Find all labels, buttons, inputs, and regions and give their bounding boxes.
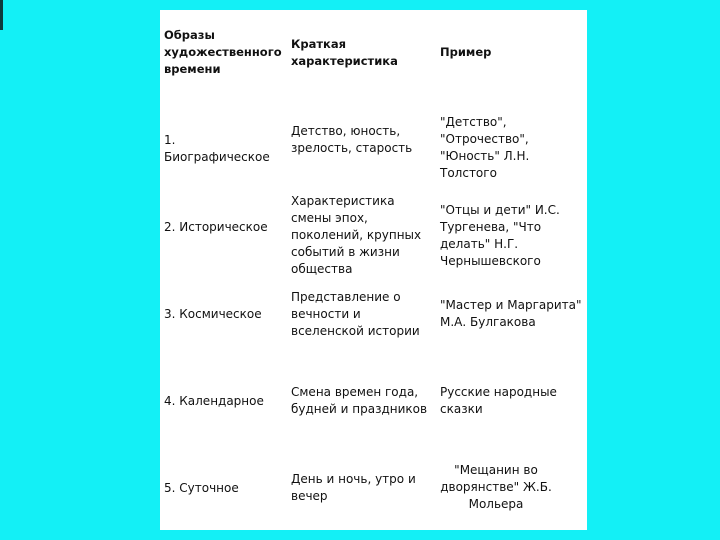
header-characteristic: Краткая характеристика <box>291 37 398 68</box>
row-5-type: 5. Суточное <box>164 481 239 495</box>
row-5-example: "Мещанин во дворянстве" Ж.Б. Мольера <box>440 463 552 511</box>
row-1-description: Детство, юность, зрелость, старость <box>291 124 413 155</box>
row-5-description: День и ночь, утро и вечер <box>291 472 416 503</box>
header-example: Пример <box>440 45 492 59</box>
row-3-description: Представление о вечности и вселенской истории <box>291 290 420 338</box>
row-2-type: 2. Историческое <box>164 220 268 234</box>
row-3-example: "Мастер и Маргарита" М.А. Булгакова <box>440 298 582 329</box>
row-4-example: Русские народные сказки <box>440 385 557 416</box>
row-4-type: 4. Календарное <box>164 394 264 408</box>
row-2-example: "Отцы и дети" И.С. Тургенева, "Что делать" Н.Г. Чернышевского <box>440 203 560 268</box>
row-1-type: 1. Биографическое <box>164 133 270 164</box>
row-2-description: Характеристика смены эпох, поколений, крупных событий в жизни общества <box>291 194 422 276</box>
header-time-images: Образы художественного времени <box>164 28 282 76</box>
row-4-description: Смена времен года, будней и праздников <box>291 385 428 416</box>
row-1-example: "Детство", "Отрочество", "Юность" Л.Н. Толстого <box>440 115 530 180</box>
window-edge-marker <box>0 0 3 30</box>
row-3-type: 3. Космическое <box>164 307 262 321</box>
slide-sheet <box>160 10 587 530</box>
